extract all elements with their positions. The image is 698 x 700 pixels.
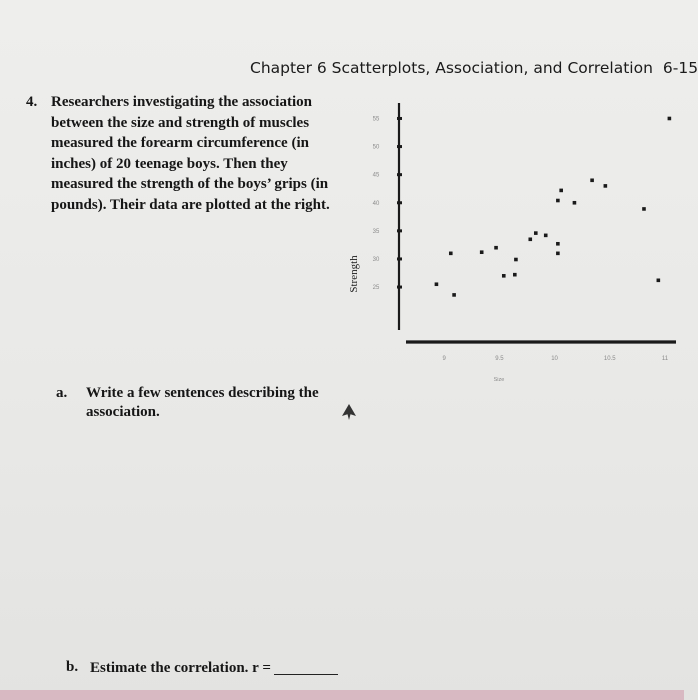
y-tick-mark — [397, 117, 402, 120]
page-number: 6-15 — [662, 59, 698, 77]
y-tick-mark — [397, 145, 402, 148]
data-point — [514, 258, 518, 262]
y-axis-title: Strength — [348, 255, 360, 293]
y-tick-label: 25 — [372, 285, 380, 292]
x-tick-label: 9.5 — [495, 356, 504, 362]
chapter-title: Chapter 6 Scatterplots, Association, and Correlation — [250, 59, 653, 77]
data-point — [544, 234, 548, 238]
question-4-number: 4. — [26, 94, 38, 110]
data-point — [668, 117, 672, 121]
x-tick-label: 9 — [442, 356, 446, 362]
data-point — [657, 279, 661, 283]
data-point — [449, 252, 453, 256]
bottom-edge — [0, 690, 684, 700]
question-b-label: b. — [66, 659, 79, 675]
data-point — [590, 178, 594, 182]
question-b-text: Estimate the correlation. r = — [90, 660, 271, 676]
mouse-cursor-icon — [342, 404, 356, 425]
data-point — [435, 282, 439, 286]
y-tick-label: 45 — [372, 172, 380, 179]
y-tick-mark — [397, 286, 402, 289]
x-tick-label: 11 — [661, 356, 669, 362]
answer-blank[interactable] — [274, 659, 338, 675]
data-point — [513, 273, 517, 277]
y-tick-label: 55 — [372, 116, 380, 123]
question-4-text: Researchers investigating the association between the size and strength of muscles measured the forearm circumference (in inches) of 20 teenage boys. Then they measured the strength of the boys’ grips (in pounds). Their data are plotted at the right. — [51, 94, 330, 213]
x-tick-label: 10.5 — [603, 356, 616, 362]
question-a-text: Write a few sentences describing the association. — [86, 385, 319, 420]
x-axis-title: Size — [493, 377, 505, 383]
data-point — [604, 184, 608, 188]
data-point — [534, 231, 538, 235]
y-tick-label: 35 — [372, 228, 380, 235]
y-tick-label: 30 — [372, 256, 380, 263]
data-point — [528, 237, 532, 241]
y-tick-label: 50 — [372, 144, 380, 151]
x-tick-label: 10 — [551, 356, 558, 362]
data-point — [556, 252, 560, 256]
y-tick-mark — [397, 257, 402, 260]
data-point — [452, 293, 456, 297]
y-tick-mark — [397, 201, 402, 204]
data-point — [573, 201, 577, 205]
data-point — [502, 274, 506, 278]
y-tick-mark — [397, 173, 402, 176]
data-point — [559, 189, 563, 193]
data-point — [556, 242, 560, 246]
data-point — [556, 199, 560, 203]
question-a-label: a. — [56, 385, 68, 401]
question-b-line — [90, 659, 338, 677]
y-tick-mark — [397, 229, 402, 232]
data-point — [642, 207, 646, 211]
y-tick-label: 40 — [372, 200, 380, 207]
data-point — [494, 246, 498, 250]
data-point — [480, 250, 484, 254]
